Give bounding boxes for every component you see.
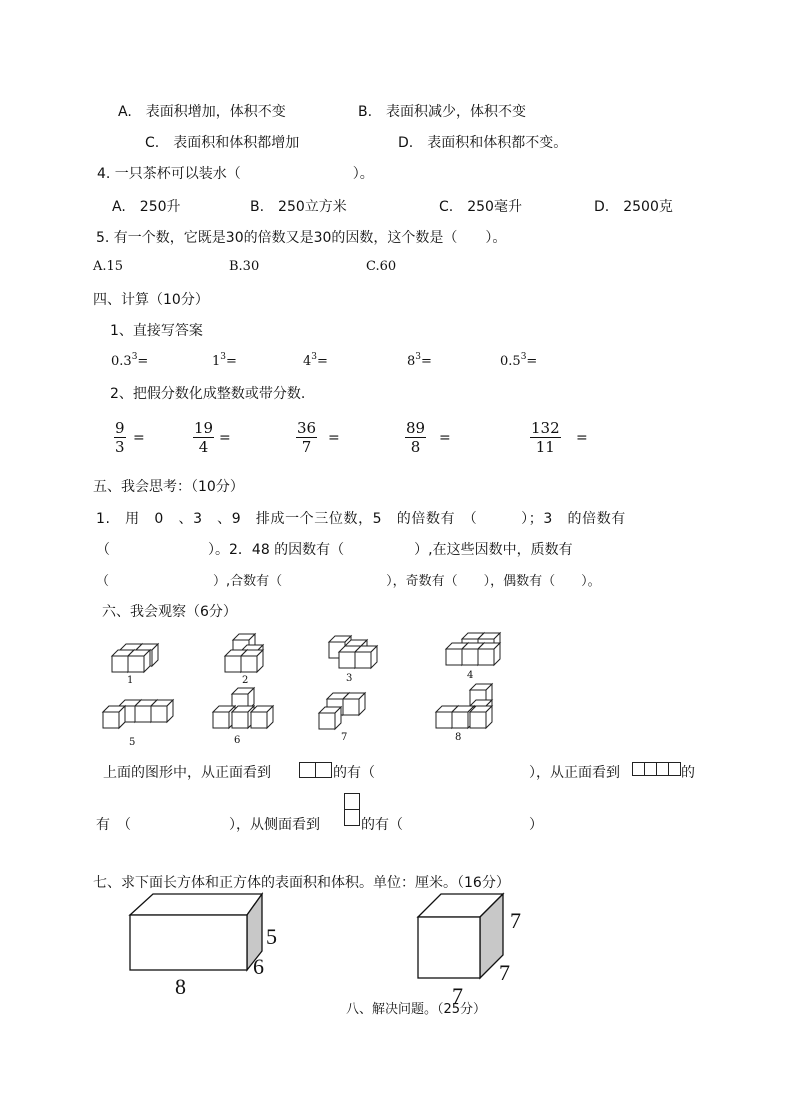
cuboid-height-label: 5 — [266, 924, 277, 949]
q4-option-c: C. 250毫升 — [439, 199, 522, 215]
section-5-line-3: （ ）,合数有（ ），奇数有（ ），偶数有（ ）。 — [96, 574, 601, 589]
calc-item-5: $0.5^3=$ — [500, 352, 538, 369]
fraction-5-eq: = — [576, 430, 588, 446]
q5-option-a: A.15 — [93, 259, 124, 274]
observe-line-2-a: 有 （ ），从侧面看到 — [96, 817, 320, 833]
figure-label-2: 2 — [242, 675, 249, 686]
section-4-sub1: 1、直接写答案 — [110, 323, 203, 339]
cube-width-label: 7 — [452, 983, 463, 1008]
section-5-title: 五、我会思考：（10分） — [93, 479, 244, 495]
figure-label-4: 4 — [467, 670, 474, 681]
cube-depth-label: 7 — [499, 960, 510, 985]
q4-option-a: A. 250升 — [112, 199, 181, 215]
q3-option-d: D. 表面积和体积都不变。 — [398, 135, 568, 151]
fraction-1: $\frac{9}{3}$ — [115, 419, 125, 456]
cuboid-width-label: 6 — [253, 954, 264, 979]
calc-item-2: $1^3=$ — [212, 352, 237, 369]
figure-label-3: 3 — [346, 673, 353, 684]
q3-option-b: B. 表面积减少，体积不变 — [358, 104, 527, 120]
fraction-3-eq: = — [328, 430, 340, 446]
section-6-title: 六、我会观察（6分） — [102, 604, 237, 620]
figure-label-6: 6 — [234, 735, 241, 746]
q5-stem: 5. 有一个数，它既是30的倍数又是30的因数，这个数是（ ）。 — [96, 230, 507, 246]
fraction-3: $\frac{36}{7}$ — [297, 419, 317, 456]
cube-height-label: 7 — [510, 908, 521, 933]
q4-stem: 4. 一只茶杯可以装水（ ）。 — [97, 166, 374, 182]
calc-item-4: $8^3=$ — [407, 352, 432, 369]
observe-line-1-b: 的有（ ），从正面看到 — [333, 765, 620, 781]
q3-option-a: A. 表面积增加，体积不变 — [118, 104, 286, 120]
q3-option-c: C. 表面积和体积都增加 — [145, 135, 300, 151]
section-4-sub2: 2、把假分数化成整数或带分数. — [110, 386, 306, 402]
figure-label-1: 1 — [127, 675, 134, 686]
section-8-title: 八、解决问题。（25分） — [346, 1002, 487, 1017]
q4-option-b: B. 250立方米 — [250, 199, 347, 215]
observe-line-1-a: 上面的图形中，从正面看到 — [103, 765, 271, 781]
section-4-title: 四、计算（10分） — [93, 292, 209, 308]
calc-item-3: $4^3=$ — [303, 352, 328, 369]
section-5-line-2: （ ）。2．48 的因数有（ ）,在这些因数中，质数有 — [96, 542, 573, 558]
q5-option-b: B.30 — [229, 259, 260, 274]
fraction-2: $\frac{19}{4}$ — [194, 419, 214, 456]
q4-option-d: D. 2500克 — [594, 199, 673, 215]
section-5-line-1: 1. 用 0 、3 、9 排成一个三位数，5 的倍数有 （ ）；3 的倍数有 — [96, 511, 626, 527]
observe-line-1-c: 的 — [681, 765, 695, 781]
q5-option-c: C.60 — [366, 259, 397, 274]
section-7-title: 七、求下面长方体和正方体的表面积和体积。单位：厘米。（16分） — [93, 875, 510, 891]
figure-label-7: 7 — [341, 732, 348, 743]
fraction-4-eq: = — [439, 430, 451, 446]
calc-item-1: $0.3^3=$ — [111, 352, 149, 369]
fraction-4: $\frac{89}{8}$ — [406, 419, 426, 456]
fraction-1-eq: = — [133, 430, 145, 446]
observe-line-2-b: 的有（ ） — [361, 817, 543, 833]
figure-label-5: 5 — [129, 737, 136, 748]
cuboid-length-label: 8 — [175, 974, 186, 999]
figure-label-8: 8 — [455, 732, 462, 743]
fraction-5: $\frac{132}{11}$ — [531, 419, 560, 456]
fraction-2-eq: = — [219, 430, 231, 446]
